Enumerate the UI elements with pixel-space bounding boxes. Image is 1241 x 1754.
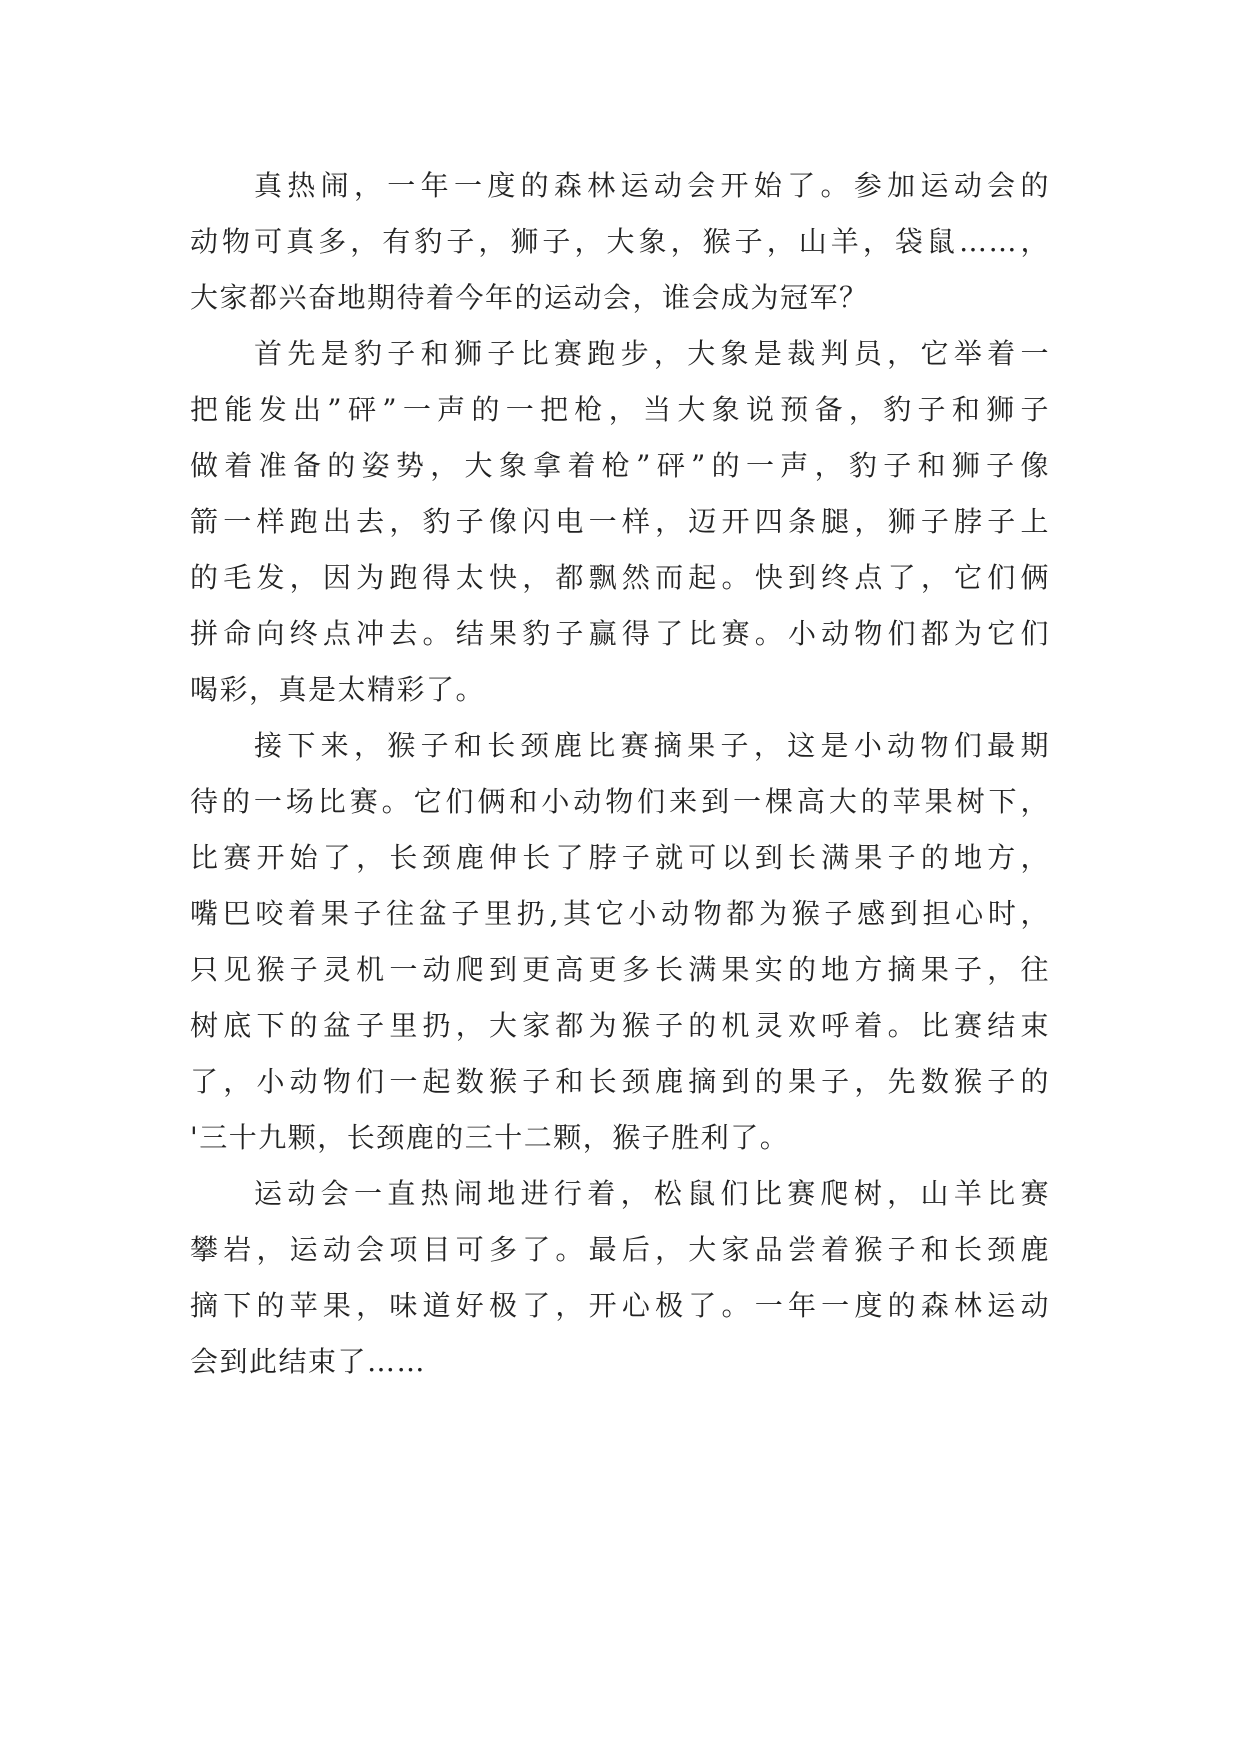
paragraph-3: [190, 718, 1050, 1166]
text-line: 首先是豹子和狮子比赛跑步，大象是裁判员，它举着一: [254, 337, 1050, 370]
text-line: 接下来，猴子和长颈鹿比赛摘果子，这是小动物们最期: [254, 729, 1050, 762]
text-line: 了，小动物们一起数猴子和长颈鹿摘到的果子，先数猴子的: [190, 1065, 1050, 1098]
text-line: 把能发出”砰”一声的一把枪，当大象说预备，豹子和狮子: [190, 393, 1050, 426]
text-line: 攀岩，运动会项目可多了。最后，大家品尝着猴子和长颈鹿: [190, 1233, 1050, 1266]
text-line: 动物可真多，有豹子，狮子，大象，猴子，山羊，袋鼠……，: [190, 225, 1050, 258]
text-line: 摘下的苹果，味道好极了，开心极了。一年一度的森林运动: [190, 1289, 1050, 1322]
text-line: '三十九颗，长颈鹿的三十二颗，猴子胜利了。: [190, 1121, 790, 1154]
text-line: 做着准备的姿势，大象拿着枪”砰”的一声，豹子和狮子像: [190, 449, 1050, 482]
text-line: 比赛开始了，长颈鹿伸长了脖子就可以到长满果子的地方，: [190, 841, 1050, 874]
text-line: 拼命向终点冲去。结果豹子赢得了比赛。小动物们都为它们: [190, 617, 1050, 650]
text-line: 大家都兴奋地期待着今年的运动会，谁会成为冠军？: [190, 281, 869, 314]
text-line: 嘴巴咬着果子往盆子里扔,其它小动物都为猴子感到担心时，: [190, 897, 1050, 930]
text-line: 运动会一直热闹地进行着，松鼠们比赛爬树，山羊比赛: [254, 1177, 1050, 1210]
paragraph-4: [190, 1166, 1050, 1390]
essay-body: [190, 158, 1050, 1390]
text-line: 箭一样跑出去，豹子像闪电一样，迈开四条腿，狮子脖子上: [190, 505, 1050, 538]
text-line: 的毛发，因为跑得太快，都飘然而起。快到终点了，它们俩: [190, 561, 1050, 594]
paragraph-1: [190, 158, 1050, 326]
paragraph-2: [190, 326, 1050, 718]
text-line: 只见猴子灵机一动爬到更高更多长满果实的地方摘果子，往: [190, 953, 1050, 986]
text-line: 喝彩，真是太精彩了。: [190, 673, 486, 706]
text-line: 树底下的盆子里扔，大家都为猴子的机灵欢呼着。比赛结束: [190, 1009, 1050, 1042]
text-line: 真热闹，一年一度的森林运动会开始了。参加运动会的: [254, 169, 1050, 202]
text-line: 会到此结束了……: [190, 1345, 427, 1378]
text-line: 待的一场比赛。它们俩和小动物们来到一棵高大的苹果树下，: [190, 785, 1050, 818]
